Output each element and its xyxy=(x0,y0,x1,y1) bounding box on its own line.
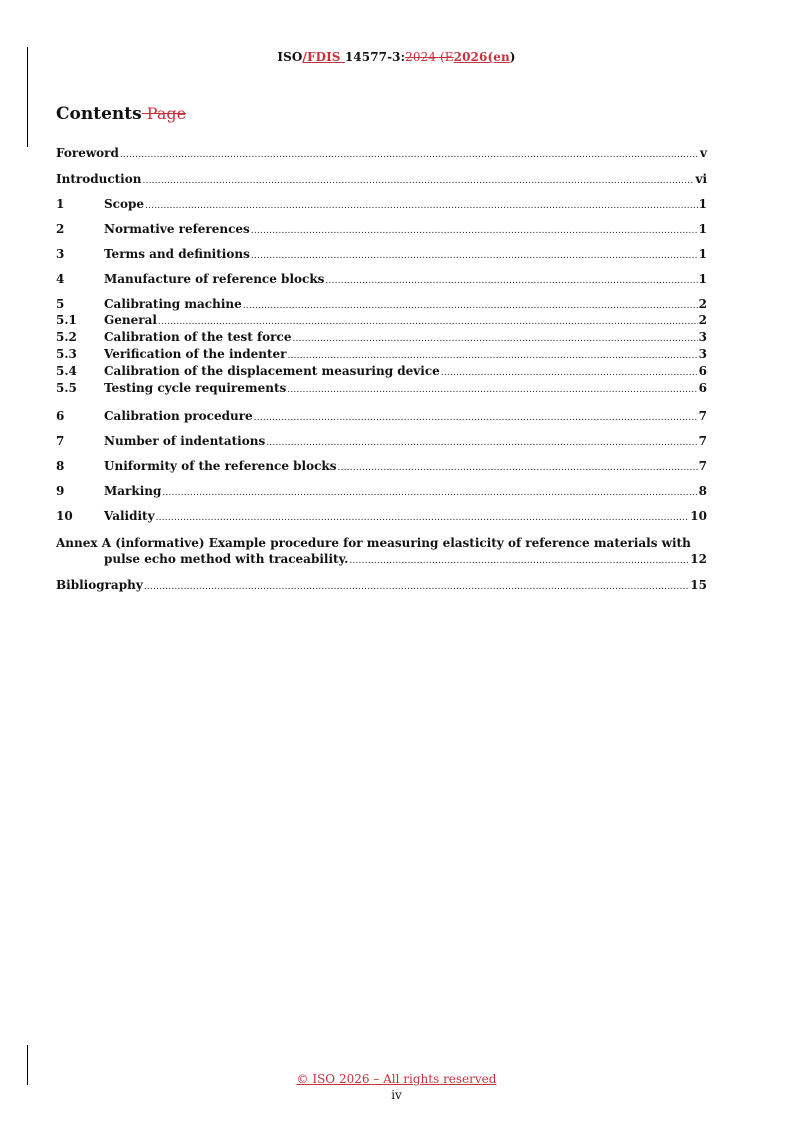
toc-entry-3[interactable] xyxy=(56,247,707,263)
toc-entry-title: Calibration of the displacement measuring device xyxy=(104,364,440,378)
toc-leader-dots xyxy=(162,488,697,498)
header-inserted-fdis: /FDIS xyxy=(302,50,345,64)
toc-entry-page: 7 xyxy=(698,459,707,473)
toc-leader-dots xyxy=(287,385,697,395)
header-prefix: ISO xyxy=(277,50,303,64)
toc-leader-dots xyxy=(441,368,698,378)
toc-entry-title: Calibration procedure xyxy=(104,409,253,423)
toc-leader-dots xyxy=(251,226,698,236)
toc-entry-page: 3 xyxy=(698,330,707,344)
toc-entry-title: Terms and definitions xyxy=(104,247,250,261)
toc-entry-page: 3 xyxy=(698,347,707,361)
toc-entry-bibliography[interactable] xyxy=(56,578,707,594)
toc-entry-page: 1 xyxy=(698,197,707,211)
toc-entry-introduction[interactable] xyxy=(56,172,707,188)
toc-entry-page: 7 xyxy=(698,409,707,423)
toc-entry-title: Number of indentations xyxy=(104,434,266,448)
toc-leader-dots xyxy=(243,301,698,311)
toc-leader-dots xyxy=(254,413,698,423)
toc-entry-title: Validity xyxy=(104,509,155,523)
header-number: 14577-3: xyxy=(344,50,406,64)
toc-entry-9[interactable] xyxy=(56,484,707,500)
toc-entry-number: 10 xyxy=(56,509,73,523)
toc-entry-number: 5.5 xyxy=(56,381,77,395)
toc-entry-5-2[interactable] xyxy=(56,330,707,346)
header-deleted-year: 2024 (E xyxy=(405,50,454,64)
toc-entry-6[interactable] xyxy=(56,409,707,425)
toc-entry-number: 6 xyxy=(56,409,65,423)
toc-entry-8[interactable] xyxy=(56,459,707,475)
header-inserted-year: 2026(en xyxy=(453,50,510,64)
toc-entry-page: vi xyxy=(695,172,707,186)
toc-leader-dots xyxy=(158,317,698,327)
toc-entry-number: 3 xyxy=(56,247,65,261)
toc-entry-number: 2 xyxy=(56,222,65,236)
toc-leader-dots xyxy=(120,150,699,160)
toc-entry-page: 6 xyxy=(698,364,707,378)
toc-entry-number: 5.4 xyxy=(56,364,77,378)
deleted-page-label: Page xyxy=(141,104,187,123)
toc-entry-page: 7 xyxy=(698,434,707,448)
toc-entry-title: Uniformity of the reference blocks xyxy=(104,459,337,473)
annex-title-line1: Annex A (informative) Example procedure for measuring elasticity of reference materials with xyxy=(56,536,691,550)
toc-entry-title: Scope xyxy=(104,197,145,211)
toc-entry-page: 8 xyxy=(698,484,707,498)
toc-entry-number: 7 xyxy=(56,434,65,448)
toc-entry-title: Normative references xyxy=(104,222,250,236)
toc-entry-title: General xyxy=(104,313,157,327)
toc-leader-dots xyxy=(325,276,697,286)
toc-entry-title: Bibliography xyxy=(56,578,143,592)
toc-entry-page: 15 xyxy=(690,578,707,592)
toc-leader-dots xyxy=(145,201,698,211)
toc-leader-dots xyxy=(144,582,690,592)
toc-entry-title: Testing cycle requirements xyxy=(104,381,287,395)
contents-title: Contents xyxy=(56,104,142,124)
toc-entry-5-1[interactable] xyxy=(56,313,707,329)
toc-entry-5-3[interactable] xyxy=(56,347,707,363)
toc-entry-page: 1 xyxy=(698,272,707,286)
toc-entry-page: 10 xyxy=(690,509,707,523)
toc-entry-number: 5 xyxy=(56,297,65,311)
toc-entry-number: 1 xyxy=(56,197,65,211)
document-header xyxy=(0,50,793,64)
toc-entry-2[interactable] xyxy=(56,222,707,238)
toc-entry-7[interactable] xyxy=(56,434,707,450)
toc-leader-dots xyxy=(288,351,698,361)
toc-entry-title: Manufacture of reference blocks xyxy=(104,272,325,286)
toc-entry-page: 1 xyxy=(698,222,707,236)
toc-entry-page: v xyxy=(700,146,707,160)
toc-entry-page: 2 xyxy=(698,313,707,327)
toc-entry-title: Calibration of the test force xyxy=(104,330,292,344)
toc-leader-dots xyxy=(156,513,690,523)
toc-entry-title: Marking xyxy=(104,484,162,498)
toc-entry-number: 4 xyxy=(56,272,65,286)
toc-entry-number: 5.3 xyxy=(56,347,77,361)
toc-entry-annex-a-continued[interactable] xyxy=(56,552,707,568)
toc-entry-title: Foreword xyxy=(56,146,119,160)
annex-title-line2: pulse echo method with traceability. xyxy=(104,552,349,566)
page-number: iv xyxy=(391,1088,402,1102)
toc-entry-number: 8 xyxy=(56,459,65,473)
toc-entry-page: 6 xyxy=(698,381,707,395)
toc-leader-dots xyxy=(142,176,694,186)
toc-entry-title: Introduction xyxy=(56,172,142,186)
page-footer xyxy=(0,1072,793,1102)
toc-leader-dots xyxy=(338,463,698,473)
toc-entry-4[interactable] xyxy=(56,272,707,288)
toc-entry-number: 9 xyxy=(56,484,65,498)
toc-entry-foreword[interactable] xyxy=(56,146,707,162)
toc-entry-number: 5.2 xyxy=(56,330,77,344)
toc-entry-number: 5.1 xyxy=(56,313,77,327)
toc-entry-annex-a[interactable] xyxy=(56,536,707,550)
contents-heading xyxy=(56,104,186,124)
toc-leader-dots xyxy=(349,556,689,566)
copyright-notice: © ISO 2026 – All rights reserved xyxy=(296,1072,497,1086)
toc-entry-5-5[interactable] xyxy=(56,381,707,397)
toc-entry-1[interactable] xyxy=(56,197,707,213)
toc-entry-5[interactable] xyxy=(56,297,707,313)
toc-entry-title: Verification of the indenter xyxy=(104,347,287,361)
toc-entry-page: 2 xyxy=(698,297,707,311)
toc-leader-dots xyxy=(266,438,697,448)
toc-leader-dots xyxy=(292,334,697,344)
toc-leader-dots xyxy=(251,251,698,261)
toc-entry-page: 1 xyxy=(698,247,707,261)
toc-entry-10[interactable] xyxy=(56,509,707,525)
header-closing: ) xyxy=(509,50,516,64)
toc-entry-title: Calibrating machine xyxy=(104,297,242,311)
toc-entry-5-4[interactable] xyxy=(56,364,707,380)
toc-entry-page: 12 xyxy=(690,552,707,566)
